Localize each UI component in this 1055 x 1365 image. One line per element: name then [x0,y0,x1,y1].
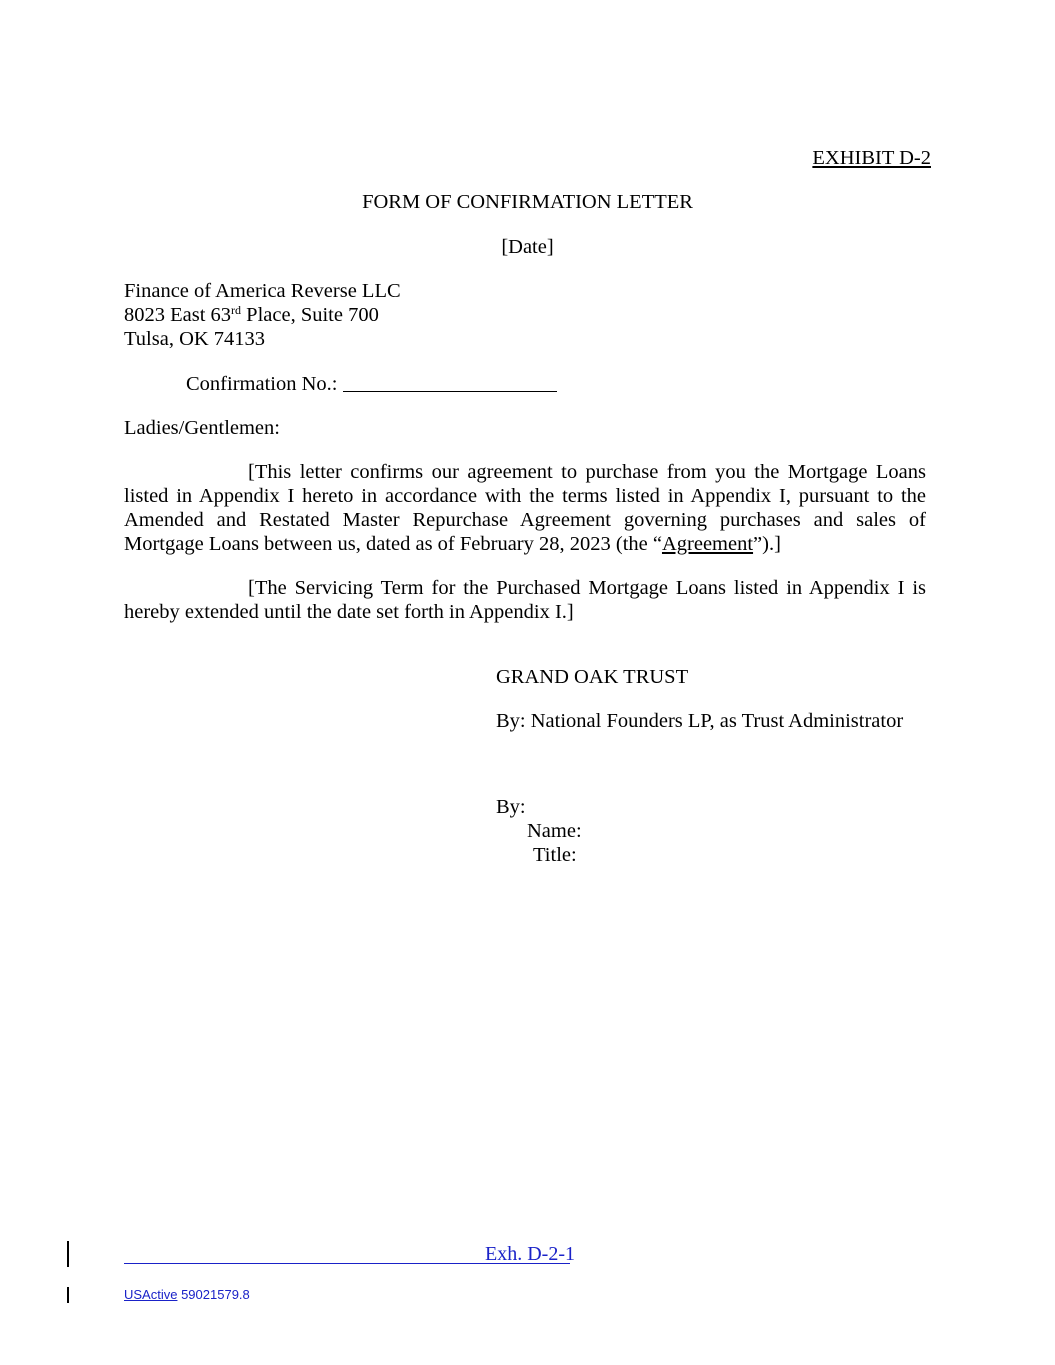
signature-entity: GRAND OAK TRUST [496,666,689,688]
document-id-prefix: USActive [124,1287,178,1302]
signature-administrator: By: National Founders LP, as Trust Administrator [496,710,904,732]
addressee-city: Tulsa, OK 74133 [124,328,266,350]
confirmation-number-blank [343,371,557,392]
date-placeholder: [Date] [501,236,554,258]
defined-term-agreement: Agreement [661,533,754,555]
salutation: Ladies/Gentlemen: [124,417,280,439]
street-number: 8023 East 63 [124,304,232,326]
signature-title: Title: [533,844,577,866]
form-title: FORM OF CONFIRMATION LETTER [362,191,693,213]
signature-name: Name: [527,820,582,842]
exhibit-heading: EXHIBIT D-2 [812,147,931,169]
addressee-block [124,279,401,351]
addressee-street [124,303,401,327]
addressee-company: Finance of America Reverse LLC [124,280,401,302]
body-paragraph-1 [124,460,926,556]
ordinal-suffix: rd [231,303,242,317]
footer-exhibit-page: Exh. D-2-1 [485,1243,575,1265]
paragraph-1-close: ”).] [753,533,781,555]
paragraph-1-text: [This letter confirms our agreement to purchase from you the Mortgage Loans listed in Appendix I hereto in accordance with the terms listed in Appendix I, pursuant to the Amended and Restated Master Repurchase Agreement governing purchases and sales of Mortgage Loans between us, dated as of February 28, 2023 (the “ [124,461,926,555]
document-id-number: 59021579.8 [177,1287,250,1302]
revision-bar [67,1287,69,1303]
signature-by: By: [496,796,526,818]
document-id [124,1287,250,1303]
revision-bar [67,1241,69,1267]
body-paragraph-2: [The Servicing Term for the Purchased Mortgage Loans listed in Appendix I is hereby extended until the date set forth in Appendix I.] [124,577,926,623]
confirmation-label: Confirmation No.: [186,373,338,395]
street-rest: Place, Suite 700 [241,304,379,326]
confirmation-number-line [186,371,557,396]
